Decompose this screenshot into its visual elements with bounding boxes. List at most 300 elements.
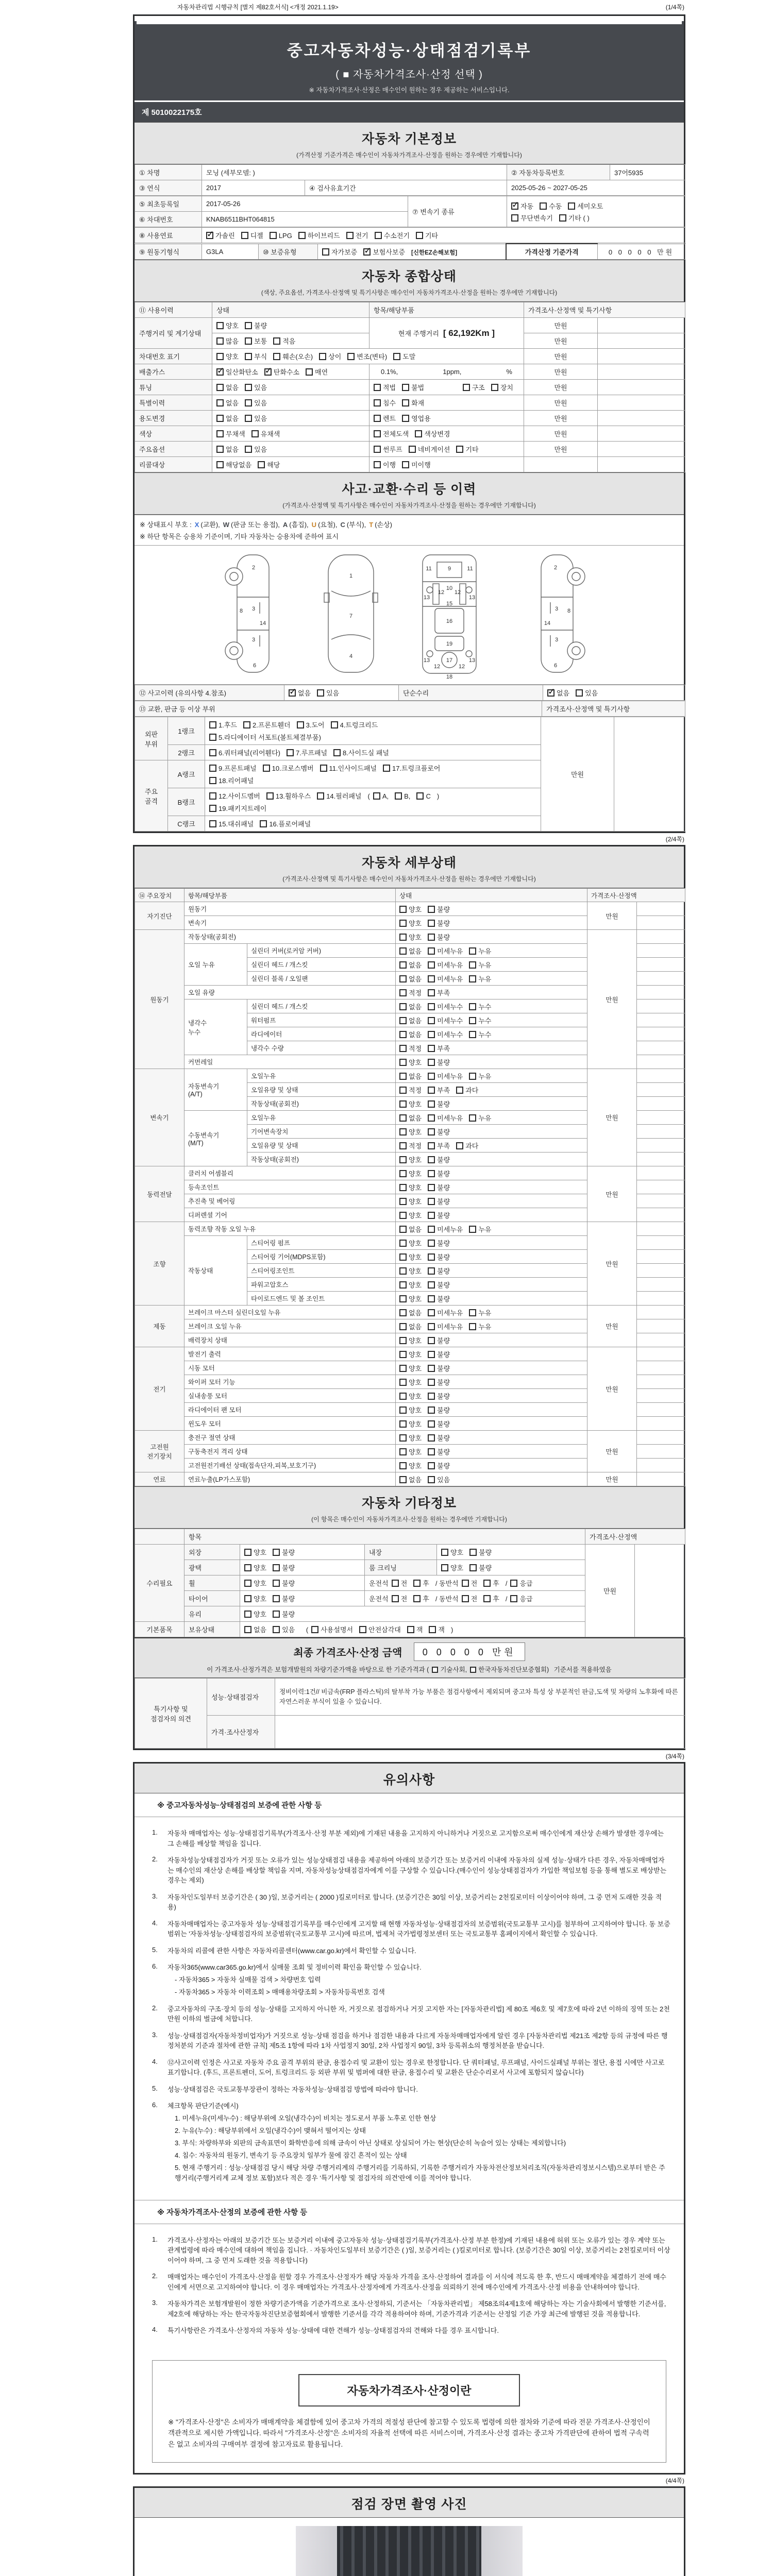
- checkbox-불량[interactable]: [273, 1564, 280, 1571]
- option-양호: 양호: [399, 1196, 422, 1206]
- checkbox-불량[interactable]: [428, 1462, 435, 1469]
- checkbox-부족[interactable]: [428, 1045, 435, 1052]
- checkbox-색상변경[interactable]: [415, 430, 422, 437]
- checkbox-사용설명서[interactable]: [311, 1626, 318, 1633]
- device-blank: [637, 1153, 685, 1166]
- option-전: 전: [392, 1578, 408, 1588]
- option-미세누유: 미세누유: [428, 1308, 463, 1317]
- checkbox-수소전기[interactable]: [375, 232, 382, 239]
- checkbox-불량[interactable]: [469, 1549, 477, 1556]
- other-extra-휠: [365, 1575, 585, 1591]
- checkbox-없음[interactable]: [399, 961, 407, 969]
- checkbox-8.사이드실 패널[interactable]: [333, 749, 341, 756]
- option-누유: 누유: [469, 960, 491, 970]
- checkbox-영업용[interactable]: [402, 415, 409, 422]
- checkbox-과다[interactable]: [456, 1087, 463, 1094]
- checkbox-19.패키지트레이[interactable]: [209, 805, 216, 812]
- checkbox-불량[interactable]: [428, 1337, 435, 1344]
- checkbox-양호[interactable]: [399, 1351, 407, 1358]
- checkbox-해당[interactable]: [258, 461, 265, 468]
- checkbox-네비게이션[interactable]: [409, 446, 416, 453]
- checkbox-하이브리드[interactable]: [298, 232, 306, 239]
- option-탄화수소: ✓ 탄화수소: [264, 367, 299, 377]
- option-불량: 불량: [428, 1391, 450, 1401]
- checkbox-미세누유[interactable]: [428, 1309, 435, 1316]
- device-item: 워터펌프: [247, 1013, 396, 1027]
- option-양호: 양호: [441, 1563, 463, 1572]
- checkbox-미세누유[interactable]: [428, 961, 435, 969]
- checkbox-무단변속기[interactable]: [511, 214, 518, 222]
- option-양호: 양호: [399, 1461, 422, 1470]
- option-사용설명서: 사용설명서: [311, 1624, 353, 1634]
- checkbox-불량[interactable]: [428, 934, 435, 941]
- device-blank: [637, 1264, 685, 1278]
- checkbox-없음[interactable]: [216, 399, 224, 406]
- checkbox-부족[interactable]: [428, 1142, 435, 1149]
- notice-item: 2. 매매업자는 매수인이 가격조사·산정을 원할 경우 가격조사·산정자가 해당 자동차 가격을 조사·산정하여 결과를 이 서식에 적도록 한 후, 반드시 매매계약을 체결하기 전에 매수인에게 서면으로 고지하여야 합니다. 이 경우 매매업자는 가격조사·산정자에게 가격조사·산정을 의뢰하기 전에 매수인에게 가격조사·산정 비용을 안내하여야 합니다.: [152, 2272, 666, 2291]
- checkbox-가솔린[interactable]: [206, 232, 213, 239]
- checkbox-구조[interactable]: [463, 384, 470, 391]
- checkbox-있음[interactable]: [245, 446, 252, 453]
- checkbox-불량[interactable]: [245, 322, 252, 329]
- checkbox-양호[interactable]: [399, 1184, 407, 1191]
- svg-text:7: 7: [349, 613, 353, 619]
- checkbox-불량[interactable]: [428, 1059, 435, 1066]
- checkbox-전[interactable]: [462, 1595, 469, 1602]
- checkbox-불량[interactable]: [428, 1406, 435, 1414]
- checkbox-C[interactable]: [416, 792, 424, 800]
- option-기타: 기타: [416, 230, 438, 240]
- notice-subitem: 5. 현재 주행거리 : 성능·상태점검 당시 해당 차량 주행거리계의 주행거리를 기록하되, 기록한 주행거리가 자동차전산정보처리조직(자동차관리정보시스템)으로부터 받은 주행거리(주행거리계 교체 정보 포함)보다 적은 경우 '특기사항 및 점검자의 의견'란에 이를 적어야 합니다.: [175, 2164, 665, 2182]
- option-미세누유: 미세누유: [428, 1321, 463, 1331]
- checkbox-적법[interactable]: [374, 384, 381, 391]
- device-state: [396, 1361, 587, 1375]
- checkbox-양호[interactable]: [399, 1267, 407, 1275]
- checkbox-15.대쉬패널[interactable]: [209, 820, 216, 827]
- checkbox-후[interactable]: [483, 1595, 491, 1602]
- checkbox-미세누유[interactable]: [428, 947, 435, 955]
- card-detail: [133, 845, 685, 1750]
- checkbox-누수[interactable]: [469, 1003, 476, 1010]
- option-유채색: 유채색: [251, 429, 280, 438]
- row-blank: [598, 411, 685, 426]
- option-있음: 있음: [245, 398, 267, 408]
- option-화재: 화재: [402, 398, 424, 408]
- checkbox-양호[interactable]: [399, 1434, 407, 1442]
- option-부족: 부족: [428, 1043, 450, 1053]
- option-양호: 양호: [399, 1447, 422, 1456]
- checkbox-12.사이드멤버[interactable]: [209, 792, 216, 800]
- checkbox-양호[interactable]: [399, 1281, 407, 1289]
- option-양호: 양호: [399, 1155, 422, 1164]
- checkbox-누수[interactable]: [469, 1017, 476, 1024]
- svg-text:14: 14: [544, 620, 551, 626]
- device-blank: [637, 1180, 685, 1194]
- svg-text:16: 16: [446, 618, 453, 624]
- checkbox-양호[interactable]: [399, 1448, 407, 1455]
- checkbox-양호[interactable]: [399, 906, 407, 913]
- checkbox-매연[interactable]: [306, 368, 313, 376]
- checkbox-7.루프패널[interactable]: [287, 749, 294, 756]
- device-blank: [637, 1417, 685, 1431]
- checkbox-양호[interactable]: [399, 1059, 407, 1066]
- checkbox-미이행[interactable]: [402, 461, 409, 468]
- checkbox-없음[interactable]: [216, 415, 224, 422]
- checkbox-침수[interactable]: [374, 399, 381, 406]
- checkbox-양호[interactable]: [244, 1595, 251, 1602]
- checkbox-없음[interactable]: [399, 1226, 407, 1233]
- option-무채색: 무채색: [216, 429, 245, 438]
- checkbox-누유[interactable]: [469, 1073, 476, 1080]
- device-item: 파워고압호스: [247, 1278, 396, 1292]
- checkbox-없음[interactable]: [216, 446, 224, 453]
- checkbox-한국자동차진단보증협회[interactable]: [470, 1667, 476, 1673]
- checkbox-적정[interactable]: [399, 1045, 407, 1052]
- checkbox-6.쿼터패널(리어휀다)[interactable]: [209, 749, 216, 756]
- checkbox-없음[interactable]: [547, 689, 554, 697]
- checkbox-불량[interactable]: [428, 1281, 435, 1289]
- checkbox-불량[interactable]: [428, 1128, 435, 1136]
- checkbox-LPG[interactable]: [270, 232, 277, 239]
- checkbox-양호[interactable]: [399, 1379, 407, 1386]
- device-item: 시동 모터: [184, 1361, 396, 1375]
- checkbox-양호[interactable]: [399, 920, 407, 927]
- checkbox-없음[interactable]: [289, 689, 296, 697]
- option-양호: 양호: [399, 1210, 422, 1220]
- other-state-휠: [240, 1575, 365, 1591]
- checkbox-A,[interactable]: [373, 792, 380, 800]
- device-group-조향: 조향: [135, 1222, 184, 1306]
- checkbox-양호[interactable]: [399, 934, 407, 941]
- checkbox-있음[interactable]: [317, 689, 324, 697]
- checkbox-14.필러패널[interactable]: [317, 792, 324, 800]
- checkbox-있음[interactable]: [245, 399, 252, 406]
- checkbox-기타[interactable]: [416, 232, 423, 239]
- checkbox-자동[interactable]: [511, 202, 518, 210]
- checkbox-장치[interactable]: [491, 384, 498, 391]
- checkbox-3.도어[interactable]: [297, 721, 304, 728]
- checkbox-9.프론트패널[interactable]: [209, 765, 216, 772]
- notice-section2-title: ※ 자동차가격조사·산정의 보증에 관한 사항 등: [135, 2200, 684, 2224]
- detail-col-price: 가격조사·산정액: [587, 889, 685, 902]
- checkbox-양호[interactable]: [399, 1253, 407, 1261]
- checkbox-일산화탄소[interactable]: [216, 368, 224, 376]
- other-state-유리: [240, 1606, 585, 1622]
- option-불량: 불량: [428, 1461, 450, 1470]
- device-price: 만원: [587, 930, 637, 1069]
- checkbox-누유[interactable]: [469, 1114, 476, 1122]
- checkbox-13.휠하우스[interactable]: [266, 792, 274, 800]
- device-item: 발전기 출력: [184, 1347, 396, 1361]
- checkbox-전체도색[interactable]: [374, 430, 381, 437]
- checkbox-불량[interactable]: [428, 906, 435, 913]
- checkbox-전기[interactable]: [346, 232, 354, 239]
- checkbox-양호[interactable]: [441, 1549, 448, 1556]
- device-state: [396, 1013, 587, 1027]
- checkbox-양호[interactable]: [399, 1170, 407, 1177]
- row-item-용도변경: [369, 411, 524, 426]
- checkbox-5.라디에이터 서포트(볼트체결부품)[interactable]: [209, 734, 216, 741]
- checkbox-무채색[interactable]: [216, 430, 224, 437]
- checkbox-불량[interactable]: [428, 920, 435, 927]
- option-누유: 누유: [469, 1321, 491, 1331]
- checkbox-적음[interactable]: [273, 337, 280, 345]
- checkbox-1.후드[interactable]: [209, 721, 216, 728]
- checkbox-전[interactable]: [392, 1580, 399, 1587]
- option-불량: 불량: [428, 1349, 450, 1359]
- checkbox-미세누유[interactable]: [428, 1323, 435, 1330]
- checkbox-양호[interactable]: [244, 1580, 251, 1587]
- checkbox-불량[interactable]: [428, 1170, 435, 1177]
- checkbox-B,[interactable]: [395, 792, 402, 800]
- option-불량: 불량: [245, 320, 267, 330]
- checkbox-전[interactable]: [392, 1595, 399, 1602]
- checkbox-미세누유[interactable]: [428, 1073, 435, 1080]
- option-영업용: 영업용: [402, 413, 431, 423]
- label-transmission: ⑦ 변속기 종류: [408, 196, 507, 227]
- checkbox-부족[interactable]: [428, 1087, 435, 1094]
- checkbox-누유[interactable]: [469, 961, 476, 969]
- checkbox-상이[interactable]: [319, 353, 326, 360]
- device-state: [396, 1027, 587, 1041]
- checkbox-10.크로스멤버[interactable]: [263, 765, 270, 772]
- checkbox-없음[interactable]: [399, 947, 407, 955]
- option-부족: 부족: [428, 1141, 450, 1150]
- checkbox-17.트렁크플로어[interactable]: [383, 765, 390, 772]
- checkbox-4.트렁크리드[interactable]: [331, 721, 338, 728]
- option-불량: 불량: [428, 932, 450, 942]
- notice-item: 1. 자동차 매매업자는 성능·상태점검기록부(가격조사·산정 부분 제외)에 기재된 내용을 고지하지 아니하거나 거짓으로 고지함으로써 매수인에게 재산상 손해가 발생한 경우에는 그 손해를 배상할 책임을 집니다.: [152, 1828, 664, 1848]
- checkbox-응급[interactable]: [510, 1580, 517, 1587]
- checkbox-있음[interactable]: [245, 384, 252, 391]
- row-item-색상: [369, 426, 524, 442]
- checkbox-불량[interactable]: [428, 1253, 435, 1261]
- checkbox-양호[interactable]: [399, 1365, 407, 1372]
- checkbox-불량[interactable]: [428, 1365, 435, 1372]
- checkbox-있음[interactable]: [428, 1476, 435, 1483]
- label-engine-type: ⑨ 원동기형식: [135, 244, 202, 260]
- checkbox-양호[interactable]: [399, 1337, 407, 1344]
- checkbox-불량[interactable]: [428, 1240, 435, 1247]
- checkbox-불량[interactable]: [428, 1420, 435, 1428]
- checkbox-기타[interactable]: [456, 446, 463, 453]
- checkbox-잭[interactable]: [429, 1626, 436, 1633]
- checkbox-불량[interactable]: [428, 1351, 435, 1358]
- device-blank: [637, 1333, 685, 1347]
- checkbox-세미오토[interactable]: [568, 202, 575, 210]
- checkbox-양호[interactable]: [399, 1393, 407, 1400]
- checkbox-양호[interactable]: [399, 1240, 407, 1247]
- option-미세누수: 미세누수: [428, 1002, 463, 1011]
- row-item-리콜대상: [369, 457, 524, 472]
- checkbox-양호[interactable]: [216, 353, 224, 360]
- checkbox-기술사회[interactable]: [432, 1667, 438, 1673]
- checkbox-불량[interactable]: [428, 1434, 435, 1442]
- checkbox-양호[interactable]: [399, 1406, 407, 1414]
- other-state-광택: [240, 1560, 365, 1575]
- checkbox-부식[interactable]: [245, 353, 252, 360]
- checkbox-과다[interactable]: [456, 1142, 463, 1149]
- checkbox-불량[interactable]: [428, 1393, 435, 1400]
- checkbox-양호[interactable]: [399, 1128, 407, 1136]
- checkbox-렌트[interactable]: [374, 415, 381, 422]
- checkbox-양호[interactable]: [399, 1295, 407, 1302]
- checkbox-있음[interactable]: [576, 689, 583, 697]
- label-model-year: ③ 연식: [135, 180, 202, 196]
- checkbox-적정[interactable]: [399, 1142, 407, 1149]
- checkbox-없음[interactable]: [399, 1309, 407, 1316]
- checkbox-탄화수소[interactable]: [264, 368, 272, 376]
- remarks-appraiser-text: [275, 1716, 685, 1749]
- option-누유: 누유: [469, 1071, 491, 1081]
- checkbox-누유[interactable]: [469, 975, 476, 982]
- checkbox-부족[interactable]: [428, 989, 435, 996]
- checkbox-양호[interactable]: [216, 322, 224, 329]
- row-state-용도변경: [212, 411, 369, 426]
- checkbox-누유[interactable]: [469, 947, 476, 955]
- photo-wall-left: [296, 2526, 337, 2576]
- row-label-특별이력: 특별이력: [135, 395, 212, 411]
- option-보통: 보통: [245, 336, 267, 346]
- checkbox-없음[interactable]: [399, 1114, 407, 1122]
- checkbox-썬루프[interactable]: [374, 446, 381, 453]
- checkbox-양호[interactable]: [244, 1611, 251, 1618]
- checkbox-적정[interactable]: [399, 989, 407, 996]
- checkbox-자가보증[interactable]: [322, 248, 329, 256]
- svg-text:13: 13: [468, 657, 476, 664]
- checkbox-불량[interactable]: [273, 1580, 280, 1587]
- checkbox-훼손(오손)[interactable]: [273, 353, 280, 360]
- code-T: T: [369, 521, 374, 529]
- device-state: [396, 1292, 587, 1306]
- checkbox-없음[interactable]: [399, 1073, 407, 1080]
- checkbox-양호[interactable]: [399, 1420, 407, 1428]
- checkbox-불량[interactable]: [428, 1198, 435, 1205]
- checkbox-2.프론트휀더[interactable]: [243, 721, 250, 728]
- device-price: 만원: [587, 1222, 637, 1306]
- checkbox-누유[interactable]: [469, 1309, 476, 1316]
- checkbox-변조(변타)[interactable]: [347, 353, 355, 360]
- checkbox-디젤[interactable]: [241, 232, 248, 239]
- checkbox-기타 ( )[interactable]: [559, 214, 566, 222]
- checkbox-불량[interactable]: [469, 1564, 477, 1571]
- checkbox-후[interactable]: [483, 1580, 491, 1587]
- card-main: [133, 14, 685, 833]
- checkbox-많음[interactable]: [216, 337, 224, 345]
- checkbox-불량[interactable]: [428, 1184, 435, 1191]
- checkbox-불량[interactable]: [428, 1212, 435, 1219]
- checkbox-미세누유[interactable]: [428, 975, 435, 982]
- checkbox-수동[interactable]: [540, 202, 547, 210]
- checkbox-누수[interactable]: [469, 1031, 476, 1038]
- checkbox-있음[interactable]: [245, 415, 252, 422]
- checkbox-미세누유[interactable]: [428, 1114, 435, 1122]
- checkbox-불량[interactable]: [428, 1295, 435, 1302]
- checkbox-불량[interactable]: [273, 1549, 280, 1556]
- checkbox-전[interactable]: [462, 1580, 469, 1587]
- checkbox-보험사보증[interactable]: [363, 248, 371, 256]
- checkbox-없음[interactable]: [399, 1476, 407, 1483]
- device-state: [396, 1083, 587, 1097]
- checkbox-유채색[interactable]: [251, 430, 259, 437]
- checkbox-16.플로어패널[interactable]: [260, 820, 267, 827]
- device-state: [396, 1278, 587, 1292]
- svg-text:1: 1: [349, 573, 353, 579]
- checkbox-불량[interactable]: [428, 1267, 435, 1275]
- checkbox-불량[interactable]: [428, 1156, 435, 1163]
- device-state: [396, 1194, 587, 1208]
- other-state-보유상태: [240, 1622, 585, 1637]
- checkbox-불량[interactable]: [273, 1611, 280, 1618]
- checkbox-후[interactable]: [413, 1595, 421, 1602]
- checkbox-불량[interactable]: [273, 1595, 280, 1602]
- basic-info-title: 자동차 기본정보: [362, 132, 457, 146]
- checkbox-없음[interactable]: [244, 1626, 251, 1633]
- device-blank: [637, 1055, 685, 1069]
- device-blank: [637, 1431, 685, 1445]
- other-item-외장: 외장: [184, 1545, 240, 1560]
- checkbox-없음[interactable]: [399, 1003, 407, 1010]
- checkbox-없음[interactable]: [399, 1017, 407, 1024]
- checkbox-누유[interactable]: [469, 1226, 476, 1233]
- checkbox-없음[interactable]: [399, 1323, 407, 1330]
- checkbox-11.인사이드패널[interactable]: [320, 765, 327, 772]
- checkbox-불량[interactable]: [428, 1448, 435, 1455]
- checkbox-없음[interactable]: [399, 975, 407, 982]
- option-없음: 없음: [399, 974, 422, 984]
- checkbox-이행[interactable]: [374, 461, 381, 468]
- device-blank: [637, 1139, 685, 1153]
- checkbox-양호[interactable]: [244, 1549, 251, 1556]
- checkbox-미세누유[interactable]: [428, 1226, 435, 1233]
- checkbox-보통[interactable]: [245, 337, 252, 345]
- checkbox-해당없음[interactable]: [216, 461, 224, 468]
- checkbox-18.리어패널[interactable]: [209, 777, 216, 784]
- checkbox-없음[interactable]: [399, 1031, 407, 1038]
- checkbox-잭[interactable]: [407, 1626, 414, 1633]
- option-없음: 없음: [399, 946, 422, 956]
- checkbox-양호[interactable]: [244, 1564, 251, 1571]
- checkbox-미세누수[interactable]: [428, 1003, 435, 1010]
- checkbox-양호[interactable]: [399, 1100, 407, 1108]
- checkbox-양호[interactable]: [399, 1156, 407, 1163]
- other-info-table: [135, 1529, 684, 1637]
- checkbox-있음[interactable]: [273, 1626, 280, 1633]
- checkbox-도말[interactable]: [393, 353, 400, 360]
- checkbox-양호[interactable]: [399, 1198, 407, 1205]
- checkbox-응급[interactable]: [510, 1595, 517, 1602]
- checkbox-불량[interactable]: [428, 1100, 435, 1108]
- checkbox-안전삼각대[interactable]: [359, 1626, 366, 1633]
- checkbox-양호[interactable]: [399, 1462, 407, 1469]
- checkbox-양호[interactable]: [399, 1212, 407, 1219]
- option-양호: 양호: [399, 932, 422, 942]
- checkbox-화재[interactable]: [402, 399, 409, 406]
- checkbox-미세누수[interactable]: [428, 1017, 435, 1024]
- option-훼손(오손): 훼손(오손): [273, 351, 313, 361]
- checkbox-불법[interactable]: [402, 384, 409, 391]
- checkbox-누유[interactable]: [469, 1323, 476, 1330]
- option-양호: 양호: [399, 1168, 422, 1178]
- other-item-휠: 휠: [184, 1575, 240, 1591]
- device-blank: [637, 1403, 685, 1417]
- checkbox-적정[interactable]: [399, 1087, 407, 1094]
- checkbox-불량[interactable]: [428, 1379, 435, 1386]
- checkbox-없음[interactable]: [216, 384, 224, 391]
- checkbox-후[interactable]: [413, 1580, 421, 1587]
- checkbox-양호[interactable]: [441, 1564, 448, 1571]
- checkbox-미세누수[interactable]: [428, 1031, 435, 1038]
